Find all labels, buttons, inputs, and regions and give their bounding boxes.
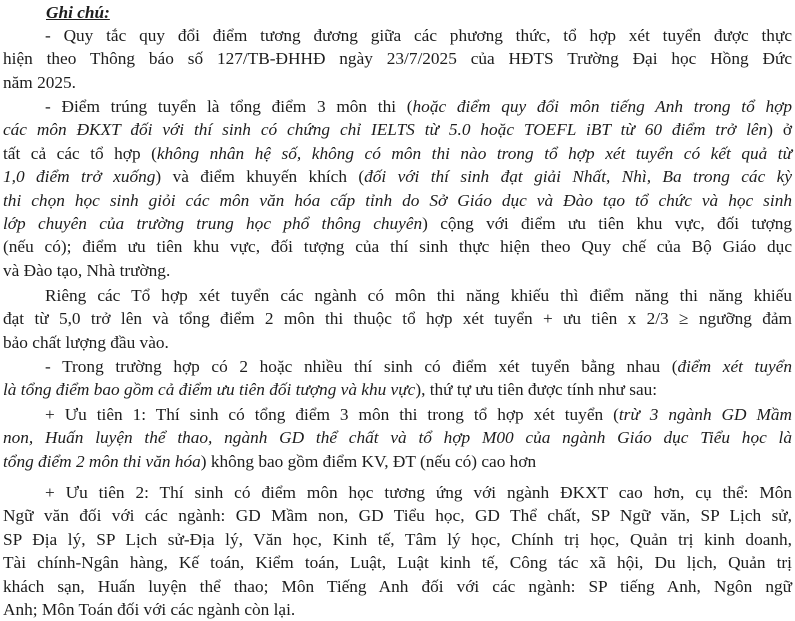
text-line: Ngữ văn đối với các ngành: GD Mầm non, GD Tiểu học, GD Thể chất, SP Ngữ văn, SP Lịch sử, — [3, 506, 792, 526]
text-span: ) và điểm khuyến khích ( — [155, 167, 365, 187]
text-line: Riêng các Tổ hợp xét tuyển các ngành có môn thi năng khiếu thì điểm năng thi năng khiếu — [45, 286, 792, 305]
text-line: (nếu có); điểm ưu tiên khu vực, đối tượng của thí sinh thực hiện theo Quy chế của Bộ Giáo dục — [3, 237, 792, 257]
text-line — [3, 189, 792, 212]
text-span: - Điểm trúng tuyển là tổng điểm 3 môn thi ( — [45, 97, 413, 116]
text-span: tất cả các tổ hợp ( — [3, 143, 157, 163]
text-line — [3, 426, 792, 449]
text-line: khách sạn, Huấn luyện thể thao; Môn Tiếng Anh đối với các ngành: SP tiếng Anh, Ngôn ngữ — [3, 576, 792, 596]
text-line — [3, 403, 792, 426]
text-span: + Ưu tiên 1: Thí sinh có tổng điểm 3 môn thi trong tổ hợp xét tuyển ( — [45, 405, 619, 424]
text-line: đạt từ 5,0 trở lên và tổng điểm 2 môn thi thuộc tổ hợp xét tuyển + ưu tiên x 2/3 ≥ ngưỡng đảm — [3, 309, 792, 329]
text-line: Tài chính-Ngân hàng, Kế toán, Kiểm toán, Luật, Luật kinh tế, Công tác xã hội, Du lịch, Quản trị — [3, 553, 792, 573]
italic-span: các môn ĐKXT đối với thí sinh có chứng chỉ IELTS từ 5.0 hoặc TOEFL iBT từ 60 điểm trở lên — [3, 120, 768, 140]
italic-span: tổng điểm 2 môn thi văn hóa — [3, 451, 201, 471]
paragraph-tie-break — [3, 355, 792, 402]
text-line — [3, 355, 792, 378]
text-line — [3, 378, 792, 401]
text-span: - Trong trường hợp có 2 hoặc nhiều thí sinh có điểm xét tuyển bằng nhau ( — [45, 357, 678, 376]
text-span: ) cộng với điểm ưu tiên khu vực, đối tượng — [422, 214, 792, 234]
text-span: ), thứ tự ưu tiên được tính như sau: — [415, 380, 658, 400]
text-line: bảo chất lượng đầu vào. — [3, 332, 169, 352]
italic-span: non, Huấn luyện thể thao, ngành GD thể chất và tổ hợp M00 của ngành Giáo dục Tiểu học là — [3, 428, 792, 448]
text-line: - Quy tắc quy đổi điểm tương đương giữa các phương thức, tổ hợp xét tuyển được thực — [45, 26, 792, 45]
text-line — [3, 95, 792, 118]
text-line: và Đào tạo, Nhà trường. — [3, 260, 171, 280]
text-line — [3, 450, 792, 473]
italic-span: không nhân hệ số, không có môn thi nào trong tổ hợp xét tuyển có kết quả từ — [156, 143, 792, 163]
text-span: ) ở — [767, 120, 792, 140]
text-line — [3, 212, 792, 235]
paragraph-admission-score — [3, 95, 792, 282]
italic-span: trừ 3 ngành GD Mầm — [618, 405, 792, 424]
paragraph-priority-2 — [3, 481, 792, 621]
text-line: hiện theo Thông báo số 127/TB-ĐHHĐ ngày 23/7/2025 của HĐTS Trường Đại học Hồng Đức — [3, 49, 792, 69]
text-line — [3, 165, 792, 188]
text-line — [3, 118, 792, 141]
italic-span: 1,0 điểm trở xuống — [3, 167, 156, 187]
italic-span: điểm xét tuyển — [677, 357, 792, 376]
text-line: SP Địa lý, SP Lịch sử-Địa lý, Văn học, Kinh tế, Tâm lý học, Chính trị học, Quản trị kinh doanh, — [3, 529, 792, 549]
text-span: ) không bao gồm điểm KV, ĐT (nếu có) cao hơn — [200, 451, 537, 471]
text-line — [3, 142, 792, 165]
italic-span: thi chọn học sinh giỏi các môn văn hóa cấp tỉnh do Sở Giáo dục và Đào tạo tổ chức và học sinh — [3, 190, 792, 210]
italic-span: hoặc điểm quy đổi môn tiếng Anh trong tổ hợp — [412, 97, 792, 116]
italic-span: lớp chuyên của trường trung học phổ thông chuyên — [3, 214, 423, 234]
paragraph-priority-1 — [3, 403, 792, 473]
paragraph-conversion-rule — [3, 24, 792, 94]
paragraph-aptitude-subjects — [3, 284, 792, 354]
text-line: năm 2025. — [3, 72, 76, 92]
italic-span: là tổng điểm bao gồm cả điểm ưu tiên đối tượng và khu vực — [3, 380, 416, 400]
text-line: + Ưu tiên 2: Thí sinh có điểm môn học tương ứng với ngành ĐKXT cao hơn, cụ thể: Môn — [45, 483, 792, 502]
italic-span: đối với thí sinh đạt giải Nhất, Nhì, Ba trong các kỳ — [364, 167, 792, 187]
text-line: Anh; Môn Toán đối với các ngành còn lại. — [3, 600, 296, 620]
notes-heading: Ghi chú: — [46, 3, 110, 22]
